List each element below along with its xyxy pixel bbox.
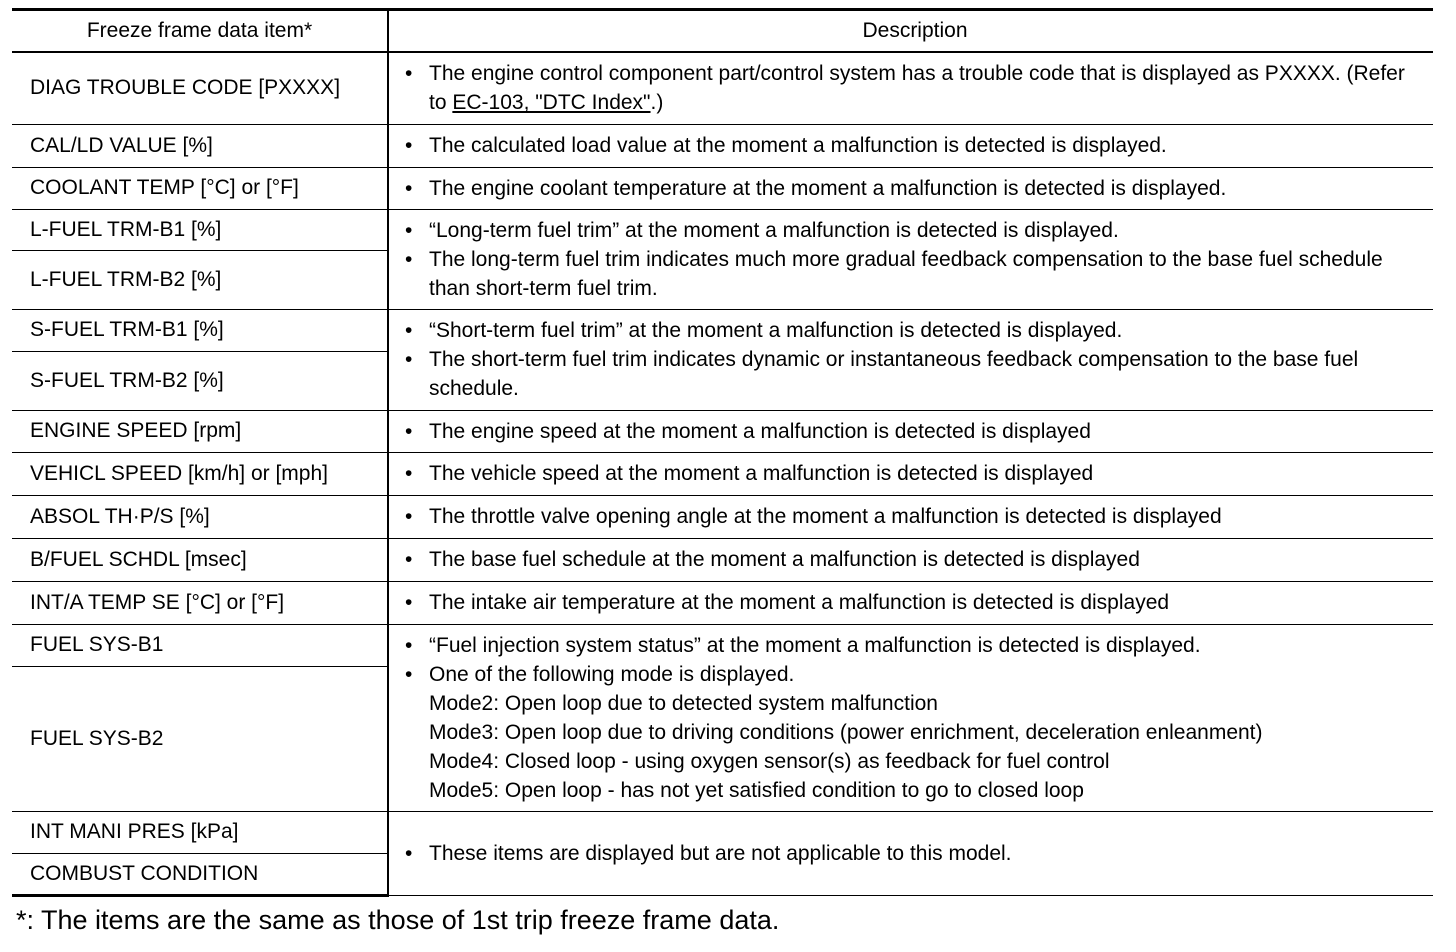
bullet-text: • One of the following mode is displayed. [429, 662, 795, 686]
table-row [12, 624, 1433, 666]
item-cell: INT MANI PRES [kPa] [12, 811, 388, 853]
table-row [12, 167, 1433, 209]
table-row [12, 410, 1433, 452]
bullet-item: • The engine coolant temperature at the moment a malfunction is detected is displayed. [405, 174, 1425, 203]
bullet-item: • “Short-term fuel trim” at the moment a malfunction is detected is displayed. [405, 316, 1425, 345]
bullet-item [405, 59, 1425, 117]
table-row [12, 811, 1433, 853]
item-cell: B/FUEL SCHDL [msec] [12, 538, 388, 581]
item-cell: ABSOL TH·P/S [%] [12, 495, 388, 538]
description-cell [388, 538, 1433, 581]
table-row [12, 124, 1433, 167]
mode-line: Mode4: Closed loop - using oxygen sensor(s) as feedback for fuel control [429, 749, 1110, 773]
item-cell: CAL/LD VALUE [%] [12, 124, 388, 167]
bullet-text: .) [650, 91, 664, 115]
description-cell [388, 52, 1433, 124]
item-cell: VEHICL SPEED [km/h] or [mph] [12, 452, 388, 495]
item-cell: COOLANT TEMP [°C] or [°F] [12, 167, 388, 209]
item-cell: L-FUEL TRM-B2 [%] [12, 250, 388, 309]
mode-line: Mode5: Open loop - has not yet satisfied condition to go to closed loop [429, 778, 1084, 802]
footnote: *: The items are the same as those of 1st trip freeze frame data. [16, 905, 780, 935]
table-row [12, 209, 1433, 250]
table-row [12, 309, 1433, 351]
table-row [12, 581, 1433, 624]
bullet-item: • The intake air temperature at the moment a malfunction is detected is displayed [405, 588, 1425, 617]
description-cell [388, 581, 1433, 624]
description-cell [388, 811, 1433, 895]
table-row [12, 538, 1433, 581]
description-cell [388, 124, 1433, 167]
item-cell: COMBUST CONDITION [12, 853, 388, 895]
description-cell [388, 624, 1433, 811]
table-row [12, 52, 1433, 124]
bullet-item: • “Long-term fuel trim” at the moment a malfunction is detected is displayed. [405, 216, 1425, 245]
freeze-frame-table [12, 8, 1433, 897]
table-header-row [12, 10, 1433, 53]
description-cell [388, 410, 1433, 452]
item-cell: FUEL SYS-B2 [12, 666, 388, 811]
bullet-item: • The engine speed at the moment a malfunction is detected is displayed [405, 417, 1425, 446]
description-cell [388, 495, 1433, 538]
table-row [12, 495, 1433, 538]
mode-line: Mode3: Open loop due to driving conditions (power enrichment, deceleration enleanment) [429, 720, 1263, 744]
bullet-item: • These items are displayed but are not applicable to this model. [405, 839, 1425, 868]
header-description: Description [388, 10, 1433, 53]
item-cell: INT/A TEMP SE [°C] or [°F] [12, 581, 388, 624]
bullet-item: • “Fuel injection system status” at the moment a malfunction is detected is displayed. [405, 631, 1425, 660]
bullet-item: • The throttle valve opening angle at the moment a malfunction is detected is displayed [405, 502, 1425, 531]
item-cell: L-FUEL TRM-B1 [%] [12, 209, 388, 250]
bullet-item: • The short-term fuel trim indicates dynamic or instantaneous feedback compensation to the base fuel schedule. [405, 345, 1425, 403]
table-row [12, 452, 1433, 495]
item-cell: S-FUEL TRM-B1 [%] [12, 309, 388, 351]
bullet-item: • The vehicle speed at the moment a malfunction is detected is displayed [405, 459, 1425, 488]
dtc-index-link[interactable]: EC-103, "DTC Index" [452, 91, 651, 115]
item-cell: FUEL SYS-B1 [12, 624, 388, 666]
bullet-item [405, 660, 1425, 805]
bullet-item: • The calculated load value at the moment a malfunction is detected is displayed. [405, 131, 1425, 160]
description-cell [388, 309, 1433, 410]
mode-line: Mode2: Open loop due to detected system malfunction [429, 691, 938, 715]
bullet-text: The engine control component part/control system has a trouble code that is displayed as PXXXX. (Refer to [429, 62, 1405, 115]
item-cell: S-FUEL TRM-B2 [%] [12, 351, 388, 410]
header-item: Freeze frame data item* [12, 10, 388, 53]
description-cell [388, 452, 1433, 495]
description-cell [388, 167, 1433, 209]
bullet-item: • The base fuel schedule at the moment a malfunction is detected is displayed [405, 545, 1425, 574]
item-cell: ENGINE SPEED [rpm] [12, 410, 388, 452]
item-cell: DIAG TROUBLE CODE [PXXXX] [12, 52, 388, 124]
bullet-item: • The long-term fuel trim indicates much more gradual feedback compensation to the base fuel schedule than short-term fuel trim. [405, 245, 1425, 303]
description-cell [388, 209, 1433, 309]
